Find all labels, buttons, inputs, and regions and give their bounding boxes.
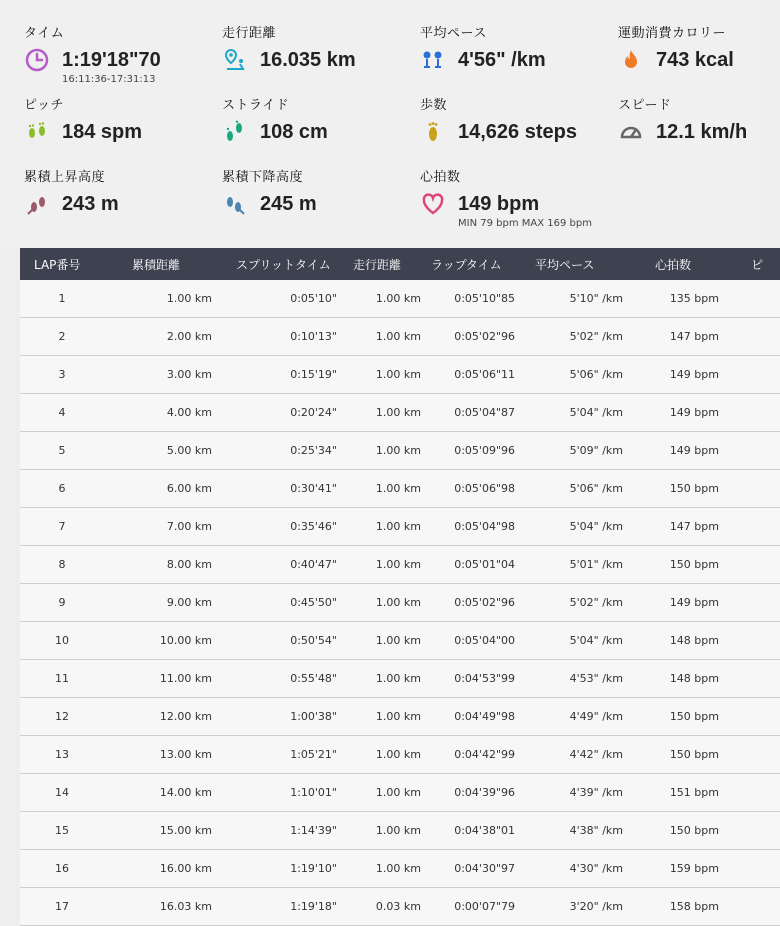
cell-pitch <box>731 280 780 318</box>
stat-value: 149 bpm <box>458 192 540 215</box>
column-header-lap[interactable]: LAP番号 <box>20 248 120 280</box>
cell-distance: 1.00 km <box>337 394 421 432</box>
stat-value: 12.1 km/h <box>656 120 748 143</box>
table-row[interactable] <box>20 356 780 394</box>
stat-speed <box>618 94 747 145</box>
ascent-icon <box>24 191 50 217</box>
cell-distance: 1.00 km <box>337 774 421 812</box>
cell-cumulative-distance: 13.00 km <box>120 736 212 774</box>
cell-distance: 0.03 km <box>337 888 421 926</box>
lap-table-container[interactable] <box>20 248 764 924</box>
stat-time-range: 16:11:36-17:31:13 <box>62 74 156 85</box>
stat-distance <box>222 22 356 73</box>
stat-time <box>24 22 161 85</box>
stat-value: 184 spm <box>62 120 143 143</box>
cell-cumulative-distance: 14.00 km <box>120 774 212 812</box>
table-row[interactable] <box>20 774 780 812</box>
stat-label: 走行距離 <box>222 26 277 41</box>
table-row[interactable] <box>20 888 780 926</box>
table-row[interactable] <box>20 584 780 622</box>
cell-split-time: 0:15'19" <box>212 356 337 394</box>
stat-label: ピッチ <box>24 98 64 113</box>
cell-avg-pace: 5'04" /km <box>521 622 631 660</box>
cell-cumulative-distance: 9.00 km <box>120 584 212 622</box>
stat-label: 平均ペース <box>420 26 487 41</box>
cell-cumulative-distance: 6.00 km <box>120 470 212 508</box>
cell-split-time: 1:14'39" <box>212 812 337 850</box>
column-header-distance[interactable]: 走行距離 <box>337 248 421 280</box>
cell-cumulative-distance: 11.00 km <box>120 660 212 698</box>
table-row[interactable] <box>20 280 780 318</box>
cell-distance: 1.00 km <box>337 850 421 888</box>
cell-distance: 1.00 km <box>337 660 421 698</box>
cell-lap: 6 <box>20 470 120 508</box>
cell-split-time: 0:50'54" <box>212 622 337 660</box>
cell-lap-time: 0:05'10"85 <box>421 280 521 318</box>
cell-lap-time: 0:00'07"79 <box>421 888 521 926</box>
cell-distance: 1.00 km <box>337 698 421 736</box>
cell-cumulative-distance: 8.00 km <box>120 546 212 584</box>
cell-pitch <box>731 622 780 660</box>
cell-lap: 16 <box>20 850 120 888</box>
stat-label: 累積下降高度 <box>222 170 304 185</box>
cell-heart-rate: 149 bpm <box>631 356 731 394</box>
cell-split-time: 1:05'21" <box>212 736 337 774</box>
table-row[interactable] <box>20 470 780 508</box>
cell-avg-pace: 4'38" /km <box>521 812 631 850</box>
summary-panel <box>0 0 760 248</box>
cell-pitch <box>731 736 780 774</box>
stat-label: ストライド <box>222 98 290 113</box>
cell-distance: 1.00 km <box>337 470 421 508</box>
lap-table-body <box>20 280 780 926</box>
cell-avg-pace: 5'02" /km <box>521 318 631 356</box>
cell-cumulative-distance: 16.03 km <box>120 888 212 926</box>
cell-heart-rate: 149 bpm <box>631 584 731 622</box>
cell-avg-pace: 5'01" /km <box>521 546 631 584</box>
cell-lap: 9 <box>20 584 120 622</box>
cell-split-time: 0:40'47" <box>212 546 337 584</box>
cell-split-time: 0:35'46" <box>212 508 337 546</box>
stat-steps <box>420 94 577 145</box>
table-header-row <box>20 248 780 280</box>
stat-value: 743 kcal <box>656 48 734 71</box>
cell-pitch <box>731 660 780 698</box>
clock-icon <box>24 47 50 73</box>
cell-heart-rate: 149 bpm <box>631 432 731 470</box>
cell-distance: 1.00 km <box>337 736 421 774</box>
cell-avg-pace: 5'10" /km <box>521 280 631 318</box>
stride-feet-icon <box>222 119 248 145</box>
column-header-split-time[interactable]: スプリットタイム <box>212 248 337 280</box>
cell-distance: 1.00 km <box>337 318 421 356</box>
stat-label: タイム <box>24 26 65 41</box>
stat-value: 16.035 km <box>260 48 356 71</box>
cell-split-time: 1:10'01" <box>212 774 337 812</box>
cell-avg-pace: 4'49" /km <box>521 698 631 736</box>
column-header-lap-time[interactable]: ラップタイム <box>421 248 521 280</box>
cell-lap: 5 <box>20 432 120 470</box>
descent-icon <box>222 191 248 217</box>
cell-avg-pace: 5'06" /km <box>521 470 631 508</box>
cell-avg-pace: 4'30" /km <box>521 850 631 888</box>
cell-heart-rate: 150 bpm <box>631 470 731 508</box>
cell-lap: 1 <box>20 280 120 318</box>
cell-heart-rate: 147 bpm <box>631 318 731 356</box>
cell-avg-pace: 4'53" /km <box>521 660 631 698</box>
table-row[interactable] <box>20 622 780 660</box>
table-row[interactable] <box>20 508 780 546</box>
stat-label: スピード <box>618 98 672 113</box>
stat-ascent <box>24 166 119 217</box>
cell-lap-time: 0:05'04"87 <box>421 394 521 432</box>
cell-split-time: 0:45'50" <box>212 584 337 622</box>
cell-lap-time: 0:04'30"97 <box>421 850 521 888</box>
stat-heart-rate <box>420 166 592 229</box>
cell-pitch <box>731 432 780 470</box>
cell-pitch <box>731 774 780 812</box>
cell-distance: 1.00 km <box>337 622 421 660</box>
stat-value: 243 m <box>62 192 119 215</box>
footprint-icon <box>420 119 446 145</box>
cell-lap-time: 0:05'02"96 <box>421 584 521 622</box>
cell-lap-time: 0:05'01"04 <box>421 546 521 584</box>
table-row[interactable] <box>20 546 780 584</box>
stat-label: 歩数 <box>420 98 448 113</box>
cell-split-time: 0:30'41" <box>212 470 337 508</box>
cell-pitch <box>731 318 780 356</box>
cell-avg-pace: 5'04" /km <box>521 394 631 432</box>
cell-cumulative-distance: 15.00 km <box>120 812 212 850</box>
cell-split-time: 0:25'34" <box>212 432 337 470</box>
cell-pitch <box>731 698 780 736</box>
table-row[interactable] <box>20 432 780 470</box>
stat-label: 累積上昇高度 <box>24 170 106 185</box>
cell-lap-time: 0:05'04"98 <box>421 508 521 546</box>
cell-avg-pace: 5'04" /km <box>521 508 631 546</box>
cell-split-time: 0:20'24" <box>212 394 337 432</box>
cell-lap: 15 <box>20 812 120 850</box>
cell-split-time: 1:19'18" <box>212 888 337 926</box>
cell-heart-rate: 148 bpm <box>631 660 731 698</box>
cell-heart-rate: 150 bpm <box>631 736 731 774</box>
cell-pitch <box>731 584 780 622</box>
cell-cumulative-distance: 7.00 km <box>120 508 212 546</box>
cell-distance: 1.00 km <box>337 356 421 394</box>
cell-lap: 14 <box>20 774 120 812</box>
stat-value: 245 m <box>260 192 317 215</box>
column-header-heart-rate[interactable]: 心拍数 <box>631 248 731 280</box>
cell-cumulative-distance: 5.00 km <box>120 432 212 470</box>
cell-cumulative-distance: 10.00 km <box>120 622 212 660</box>
cell-distance: 1.00 km <box>337 812 421 850</box>
table-row[interactable] <box>20 660 780 698</box>
cell-avg-pace: 5'02" /km <box>521 584 631 622</box>
cell-lap: 17 <box>20 888 120 926</box>
cell-lap: 10 <box>20 622 120 660</box>
table-row[interactable] <box>20 394 780 432</box>
cell-heart-rate: 147 bpm <box>631 508 731 546</box>
cell-lap-time: 0:04'42"99 <box>421 736 521 774</box>
cell-heart-rate: 158 bpm <box>631 888 731 926</box>
cell-lap-time: 0:05'06"98 <box>421 470 521 508</box>
cell-avg-pace: 3'20" /km <box>521 888 631 926</box>
cell-distance: 1.00 km <box>337 280 421 318</box>
cell-cumulative-distance: 16.00 km <box>120 850 212 888</box>
cell-cumulative-distance: 4.00 km <box>120 394 212 432</box>
speedometer-icon <box>618 119 644 145</box>
table-row[interactable] <box>20 812 780 850</box>
lap-table <box>20 248 780 926</box>
cell-cumulative-distance: 1.00 km <box>120 280 212 318</box>
cell-lap-time: 0:04'53"99 <box>421 660 521 698</box>
cell-lap: 11 <box>20 660 120 698</box>
stat-label: 運動消費カロリー <box>618 26 727 41</box>
cell-pitch <box>731 850 780 888</box>
cell-heart-rate: 150 bpm <box>631 698 731 736</box>
cell-avg-pace: 5'09" /km <box>521 432 631 470</box>
cell-lap: 7 <box>20 508 120 546</box>
cell-heart-rate: 151 bpm <box>631 774 731 812</box>
table-row[interactable] <box>20 850 780 888</box>
table-row[interactable] <box>20 318 780 356</box>
pace-feet-icon <box>420 47 446 73</box>
cell-avg-pace: 4'39" /km <box>521 774 631 812</box>
cell-cumulative-distance: 12.00 km <box>120 698 212 736</box>
stat-label: 心拍数 <box>420 170 461 185</box>
cell-heart-rate: 150 bpm <box>631 546 731 584</box>
cell-pitch <box>731 356 780 394</box>
cell-avg-pace: 4'42" /km <box>521 736 631 774</box>
cell-lap: 3 <box>20 356 120 394</box>
cell-pitch <box>731 546 780 584</box>
map-pin-icon <box>222 47 248 73</box>
table-row[interactable] <box>20 698 780 736</box>
cell-heart-rate: 135 bpm <box>631 280 731 318</box>
cell-lap-time: 0:04'38"01 <box>421 812 521 850</box>
cell-cumulative-distance: 3.00 km <box>120 356 212 394</box>
cell-pitch <box>731 470 780 508</box>
cell-distance: 1.00 km <box>337 432 421 470</box>
stat-value: 108 cm <box>260 120 328 143</box>
stat-value: 1:19'18"70 <box>62 48 161 71</box>
cell-distance: 1.00 km <box>337 584 421 622</box>
cell-heart-rate: 150 bpm <box>631 812 731 850</box>
cell-lap-time: 0:05'09"96 <box>421 432 521 470</box>
cell-lap: 12 <box>20 698 120 736</box>
cell-heart-rate: 149 bpm <box>631 394 731 432</box>
heart-icon <box>420 191 446 217</box>
stat-calories <box>618 22 734 73</box>
cell-split-time: 1:19'10" <box>212 850 337 888</box>
pitch-feet-icon <box>24 119 50 145</box>
cell-lap-time: 0:05'04"00 <box>421 622 521 660</box>
cell-pitch <box>731 812 780 850</box>
cell-lap: 8 <box>20 546 120 584</box>
cell-distance: 1.00 km <box>337 508 421 546</box>
stat-avg-pace <box>420 22 546 73</box>
cell-lap-time: 0:05'02"96 <box>421 318 521 356</box>
table-row[interactable] <box>20 736 780 774</box>
stat-value: 14,626 steps <box>458 120 577 143</box>
cell-pitch <box>731 888 780 926</box>
cell-lap: 2 <box>20 318 120 356</box>
column-header-avg-pace[interactable]: 平均ペース <box>521 248 631 280</box>
cell-lap-time: 0:04'49"98 <box>421 698 521 736</box>
stat-value: 4'56" /km <box>458 48 546 71</box>
cell-heart-rate: 159 bpm <box>631 850 731 888</box>
cell-avg-pace: 5'06" /km <box>521 356 631 394</box>
cell-lap-time: 0:04'39"96 <box>421 774 521 812</box>
cell-lap-time: 0:05'06"11 <box>421 356 521 394</box>
column-header-pitch[interactable]: ピ <box>731 248 780 280</box>
cell-split-time: 0:10'13" <box>212 318 337 356</box>
cell-split-time: 0:05'10" <box>212 280 337 318</box>
cell-cumulative-distance: 2.00 km <box>120 318 212 356</box>
cell-lap: 4 <box>20 394 120 432</box>
flame-icon <box>618 47 644 73</box>
cell-lap: 13 <box>20 736 120 774</box>
cell-heart-rate: 148 bpm <box>631 622 731 660</box>
cell-distance: 1.00 km <box>337 546 421 584</box>
cell-split-time: 1:00'38" <box>212 698 337 736</box>
stat-heart-range: MIN 79 bpm MAX 169 bpm <box>458 218 592 229</box>
cell-pitch <box>731 508 780 546</box>
stat-stride <box>222 94 328 145</box>
stat-pitch <box>24 94 142 145</box>
column-header-cumulative-distance[interactable]: 累積距離 <box>120 248 212 280</box>
cell-pitch <box>731 394 780 432</box>
cell-split-time: 0:55'48" <box>212 660 337 698</box>
stat-descent <box>222 166 317 217</box>
